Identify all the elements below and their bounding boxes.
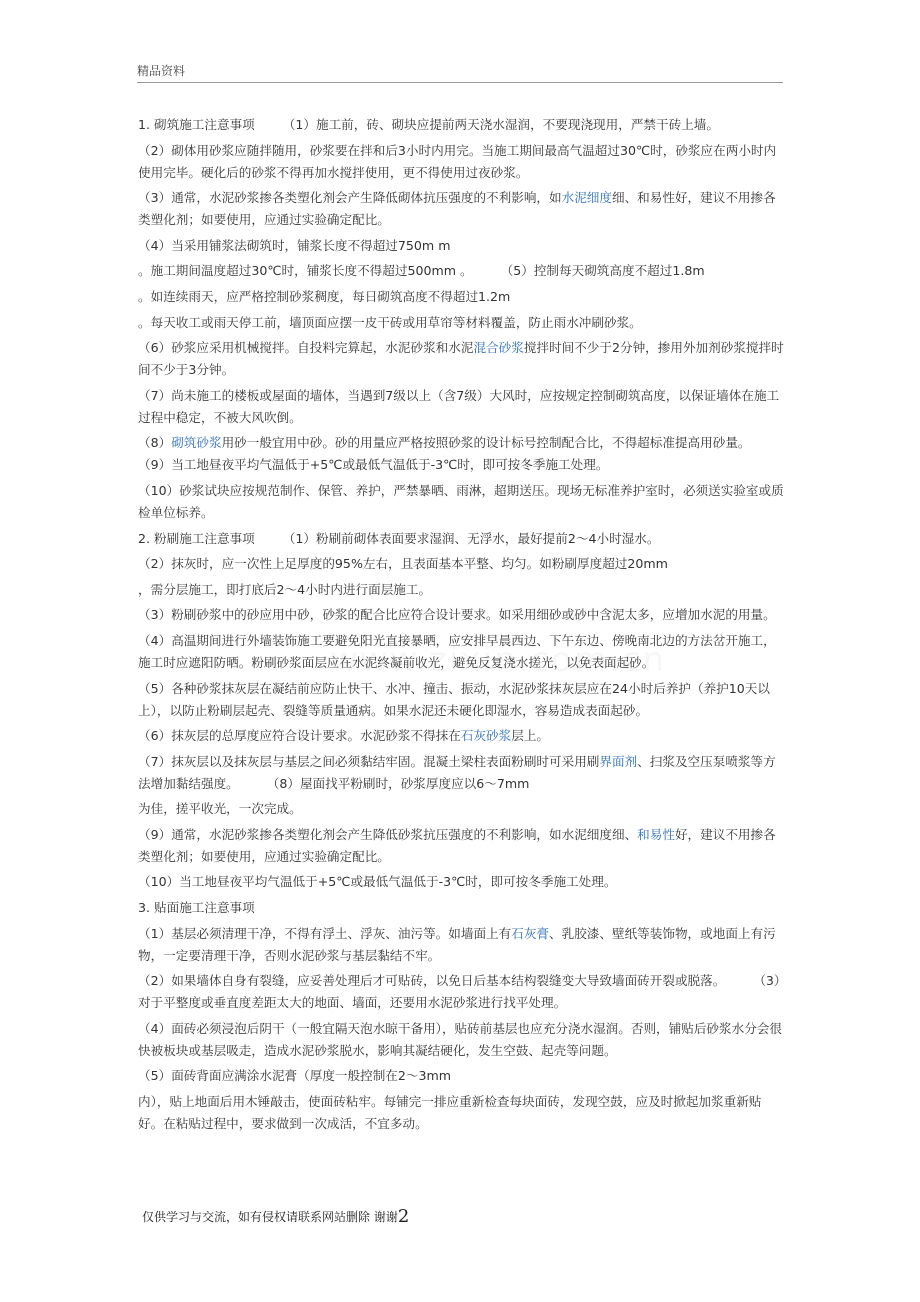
paragraph-text: 。每天收工或雨天停工前，墙顶面应摆一皮干砖或用草帘等材料覆盖，防止雨水冲刷砂浆。 <box>138 314 642 330</box>
paragraph-text: 1. 砌筑施工注意事项 <box>138 117 255 132</box>
paragraph-text: （6）砂浆应采用机械搅拌。自投料完算起，水泥砂浆和水泥 <box>138 340 474 356</box>
paragraph-text: （10）砂浆试块应按规范制作、保管、养护，严禁暴晒、雨淋，超期送压。现场无标准养护室时，必须送实验室或质检单位标养。 <box>138 482 784 520</box>
paragraph-text: （2）砌体用砂浆应随拌随用，砂浆要在拌和后3小时内用完。当施工期间最高气温超过30℃时，砂浆应在两小时内使用完毕。硬化后的砂浆不得再加水搅拌使用，更不得使用过夜砂浆。 <box>138 142 777 180</box>
paragraph-text: （8） <box>138 435 172 451</box>
paragraph <box>138 260 786 282</box>
paragraph-text: 内），贴上地面后用木锤敲击，使面砖粘牢。每铺完一排应重新检查每块面砖，发现空鼓，应及时掀起加浆重新贴好。在粘贴过程中，要求做到一次成活，不宜多动。 <box>138 1094 762 1132</box>
paragraph <box>138 528 786 550</box>
paragraph <box>138 187 786 231</box>
paragraph <box>138 970 786 1014</box>
keyword-link[interactable]: 砌筑砂浆 <box>171 435 222 451</box>
paragraph-text: （9）当工地昼夜平均气温低于+5℃或最低气温低于-3℃时，即可按冬季施工处理。 <box>138 457 609 473</box>
paragraph-text: （6）抹灰层的总厚度应符合设计要求。水泥砂浆不得抹在 <box>138 728 461 744</box>
page-footer <box>142 1206 409 1227</box>
paragraph <box>138 140 786 184</box>
paragraph-text: 2. 粉刷施工注意事项 <box>138 530 255 546</box>
paragraph-text: （2）如果墙体自身有裂缝，应妥善处理后才可贴砖，以免日后基本结构裂缝变大导致墙面砖开裂或脱落。 <box>138 973 726 989</box>
paragraph-text: （7）抹灰层以及抹灰层与基层之间必须黏结牢固。混凝土梁柱表面粉刷时可采用刷 <box>138 753 600 769</box>
paragraph <box>138 235 786 257</box>
paragraph-text: 用砂一般宜用中砂。砂的用量应严格按照砂浆的设计标号控制配合比，不得超标准提高用砂量。 <box>221 435 751 451</box>
paragraph-text: （1）基层必须清理干净，不得有浮土、浮灰、油污等。如墙面上有 <box>138 925 512 941</box>
paragraph-text: （3）粉刷砂浆中的砂应用中砂，砂浆的配合比应符合设计要求。如采用细砂或砂中含泥太多，应增加水泥的用量。 <box>138 607 776 623</box>
paragraph <box>138 312 786 334</box>
paragraph-text: （10）当工地昼夜平均气温低于+5℃或最低气温低于-3℃时，即可按冬季施工处理。 <box>138 874 617 890</box>
paragraph <box>138 480 786 524</box>
paragraph-text: （1）施工前，砖、砌块应提前两天浇水湿润，不要现浇现用，严禁干砖上墙。 <box>282 117 719 132</box>
paragraph <box>138 114 786 136</box>
paragraph-text: 细、和易性好，建议不用掺各类塑化剂；如要使用，应通过实验确定配比。 <box>138 190 776 228</box>
paragraph <box>138 579 786 601</box>
paragraph <box>138 630 786 674</box>
paragraph <box>138 751 786 795</box>
paragraph <box>138 553 786 575</box>
paragraph-text: 。如连续雨天，应严格控制砂浆稠度，每日砌筑高度不得超过1.2m <box>138 288 511 304</box>
paragraph-text: （5）控制每天砌筑高度不超过1.8m <box>500 263 705 279</box>
paragraph-text: （1）粉刷前砌体表面要求湿润、无浮水，最好提前2～4小时湿水。 <box>282 530 660 546</box>
paragraph <box>138 432 786 476</box>
paragraph-text: 层上。 <box>511 728 550 744</box>
paragraph-text: 3. 贴面施工注意事项 <box>138 900 255 916</box>
page-number: 2 <box>397 1206 410 1227</box>
paragraph-text: （7）尚未施工的楼板或屋面的墙体，当遇到7级以上（含7级）大风时，应按规定控制砌筑高度，以保证墙体在施工过程中稳定，不被大风吹倒。 <box>138 387 780 425</box>
paragraph <box>138 923 786 967</box>
keyword-link[interactable]: 和易性 <box>637 826 675 842</box>
paragraph-text: （4）面砖必须浸泡后阴干（一般宜隔天泡水晾干备用），贴砖前基层也应充分浇水湿润。否则，铺贴后砂浆水分会很快被板块或基层吸走，造成水泥砂浆脱水，影响其凝结硬化，发生空鼓、起壳等问题。 <box>138 1020 782 1058</box>
paragraph-text: （9）通常，水泥砂浆掺各类塑化剂会产生降低砂浆抗压强度的不利影响，如水泥细度细、 <box>138 826 638 842</box>
document-body <box>138 114 786 1139</box>
paragraph-text: 搅拌时间不少于2分钟，掺用外加剂砂浆搅拌时间不少于3分钟。 <box>138 340 784 378</box>
paragraph <box>138 871 786 893</box>
paragraph-text: （3）对于平整度或垂直度差距太大的地面、墙面，还要用水泥砂浆进行找平处理。 <box>138 973 781 1011</box>
paragraph-text: 好，建议不用掺各类塑化剂；如要使用，应通过实验确定配比。 <box>138 826 776 864</box>
paragraph <box>138 1065 786 1087</box>
keyword-link[interactable]: 界面剂 <box>599 753 638 769</box>
paragraph-text: 。施工期间温度超过30℃时，铺浆长度不得超过500mm 。 <box>138 263 473 279</box>
paragraph-text: （4）高温期间进行外墙装饰施工要避免阳光直接暴晒，应安排早晨西边、下午东边、傍晚南北边的方法岔开施工，施工时应遮阳防晒。粉刷砂浆面层应在水泥终凝前收光，避免反复浇水搓光，以免表面起砂。 <box>138 632 776 670</box>
paragraph <box>138 798 786 820</box>
paragraph-text: （5）面砖背面应满涂水泥膏（厚度一般控制在2～3mm <box>138 1068 452 1084</box>
paragraph <box>138 897 786 919</box>
paragraph-text: （2）抹灰时，应一次性上足厚度的95%左右，且表面基本平整、均匀。如粉刷厚度超过20mm <box>138 556 668 572</box>
paragraph-text: （5）各种砂浆抹灰层在凝结前应防止快干、水冲、撞击、振动，水泥砂浆抹灰层应在24小时后养护（养护10天以上），以防止粉刷层起壳、裂缝等质量通病。如果水泥还未硬化即湿水，容易造成表面起砂。 <box>138 680 770 718</box>
paragraph-text: 为佳，搓平收光，一次完成。 <box>138 801 302 817</box>
paragraph-text: 、乳胶漆、壁纸等装饰物，或地面上有污物，一定要清理干净，否则水泥砂浆与基层黏结不牢。 <box>138 925 776 963</box>
keyword-link[interactable]: 石灰膏 <box>511 925 550 941</box>
paragraph <box>138 824 786 868</box>
paragraph <box>138 725 786 747</box>
keyword-link[interactable]: 水泥细度 <box>561 190 612 206</box>
paragraph <box>138 1018 786 1062</box>
paragraph <box>138 604 786 626</box>
paragraph <box>138 678 786 722</box>
paragraph <box>138 286 786 308</box>
page-header: 精品资料 <box>137 62 783 83</box>
paragraph-text: ，需分层施工，即打底后2～4小时内进行面层施工。 <box>138 581 432 597</box>
keyword-link[interactable]: 混合砂浆 <box>473 340 524 356</box>
paragraph-text: （8）屋面找平粉刷时，砂浆厚度应以6～7mm <box>266 775 530 791</box>
paragraph <box>138 1091 786 1135</box>
paragraph-text: 、扫浆及空压泵喷浆等方法增加黏结强度。 <box>138 753 776 791</box>
paragraph-text: （3）通常，水泥砂浆掺各类塑化剂会产生降低砌体抗压强度的不利影响，如 <box>138 190 562 206</box>
footer-note: 仅供学习与交流，如有侵权请联系网站删除 谢谢 <box>142 1210 398 1224</box>
paragraph <box>138 337 786 381</box>
keyword-link[interactable]: 石灰砂浆 <box>460 728 512 744</box>
paragraph <box>138 385 786 429</box>
paragraph-text: （4）当采用铺浆法砌筑时，铺浆长度不得超过750m m <box>138 237 451 253</box>
